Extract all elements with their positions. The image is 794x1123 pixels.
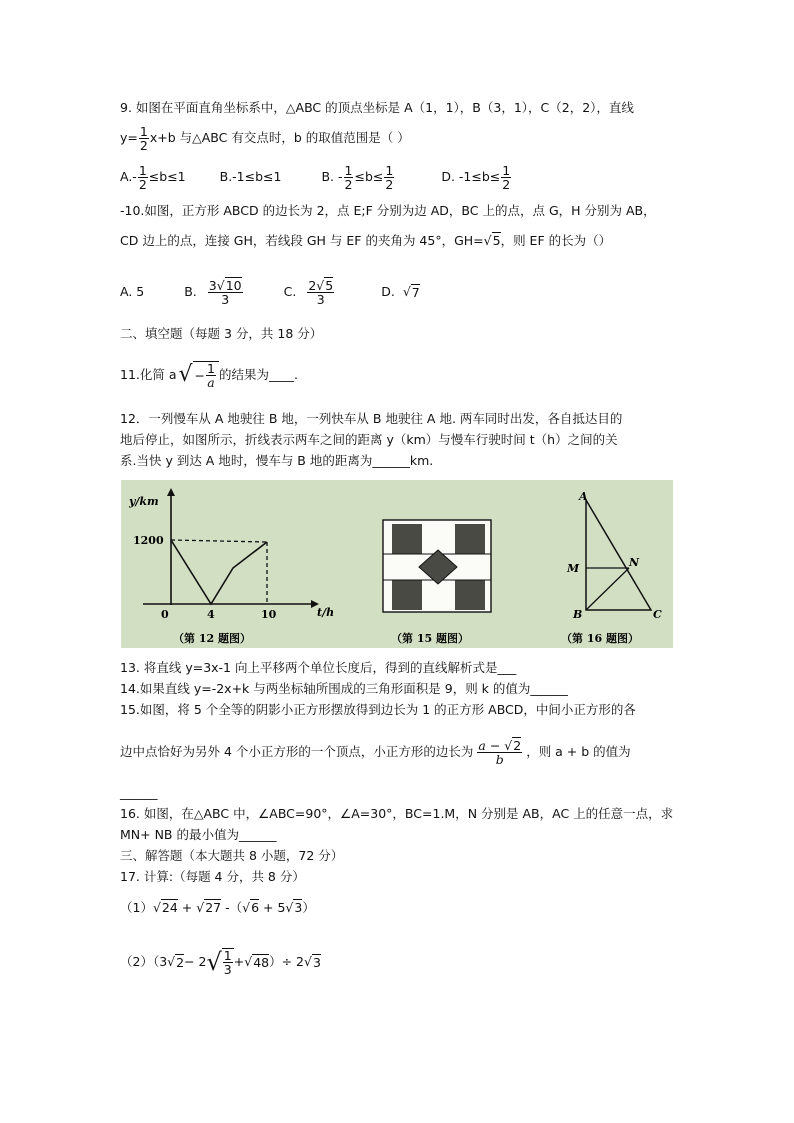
sqrt-symbol: √ (316, 277, 325, 293)
frac-num (477, 739, 522, 753)
q9-optC-mid: ≤b≤ (354, 169, 384, 184)
plus: + (177, 900, 197, 915)
q9-line2 (120, 122, 410, 154)
sqrt-symbol: √ (178, 362, 193, 387)
q17-p2-frac (223, 949, 233, 976)
frac-num: 1 (344, 162, 353, 178)
section-2-heading: 二、填空题（每题 3 分，共 18 分） (120, 326, 323, 341)
frac-den: 3 (221, 291, 230, 307)
frac-num (208, 279, 243, 293)
figures-panel (121, 480, 673, 648)
radicand: 24 (161, 900, 178, 915)
minus-paren: -（ (221, 900, 243, 915)
sqrt-symbol: √ (304, 954, 312, 969)
sqrt-symbol: √ (285, 900, 294, 915)
frac-num: 1 (139, 123, 148, 139)
fig12-graph (128, 488, 334, 645)
q17-title: 17. 计算:（每题 4 分，共 8 分） (120, 869, 305, 884)
q14: 14.如果直线 y=-2x+k 与两坐标轴所围成的三角形面积是 9，则 k 的值为______ (120, 681, 568, 696)
frac-num: 1 (385, 162, 394, 178)
radicand: 27 (205, 900, 222, 915)
sqrt-symbol: √ (244, 954, 253, 969)
fig15-caption: （第 15 题图） (391, 632, 469, 645)
minus-coef: − 2 (184, 954, 207, 969)
q13: 13. 将直线 y=3x-1 向上平移两个单位长度后，得到的直线解析式是___ (120, 660, 517, 675)
sqrt-symbol: √ (402, 284, 411, 299)
fig16-label-A: A (579, 490, 588, 503)
sqrt-symbol: √ (504, 737, 513, 753)
var-a: a (478, 737, 486, 753)
q9-y-eq: y= (120, 130, 138, 145)
sqrt-symbol: √ (483, 233, 492, 248)
q12-line1: 12．一列慢车从 A 地驶往 B 地，一列快车从 B 地驶往 A 地. 两车同时出发，各自抵达目的 (120, 411, 623, 426)
q10-options (120, 272, 420, 312)
frac-den: 3 (316, 291, 325, 307)
frac-den: 2 (138, 176, 147, 192)
frac-den: b (495, 751, 504, 767)
coef: 3 (208, 277, 217, 293)
frac-den: 3 (223, 962, 232, 977)
frac-den: a (207, 375, 215, 390)
q9-optA-text: ≤b≤1 (148, 169, 186, 184)
q15-line2-end: ，则 a + b 的值为 (526, 744, 631, 759)
frac-num (307, 279, 334, 293)
fig15-squares (383, 520, 491, 645)
fig16-label-B: B (573, 608, 583, 621)
q9-line1: 9. 如图在平面直角坐标系中，△ABC 的顶点坐标是 A（1，1），B（3，1），C（2，2），直线 (120, 100, 634, 115)
q9-optC-label: B. - (321, 169, 343, 184)
radicand: 3 (312, 954, 321, 970)
frac-den: 2 (502, 176, 511, 192)
q10-optD-label: D. (381, 284, 395, 299)
q17-p2-label: （2）（3 (120, 954, 168, 969)
q15-line2-text: 边中点恰好为另外 4 个小正方形的一个顶点，小正方形的边长为 (120, 744, 474, 759)
sqrt-symbol: √ (196, 900, 205, 915)
q10-rad: 5 (492, 233, 501, 248)
q10-line1: -10.如图，正方形 ABCD 的边长为 2，点 E;F 分别为边 AD，BC 上的点，点 G，H 分别为 AB， (120, 203, 656, 218)
fig16-triangle (561, 490, 662, 645)
q16-line2: MN+ NB 的最小值为______ (120, 827, 277, 842)
radicand: 2 (513, 737, 522, 753)
figures-svg (121, 480, 673, 648)
q10-optC-label: C. (283, 284, 297, 299)
q9-optD-frac (501, 164, 511, 191)
fig16-label-M: M (567, 562, 580, 575)
fig15-square-tl (392, 524, 422, 554)
q9-optA-frac (138, 164, 148, 191)
radicand: 6 (251, 900, 260, 915)
fig16-caption: （第 16 题图） (561, 632, 639, 645)
q10-optB-frac (208, 279, 243, 306)
q11-radicand (193, 361, 219, 389)
radicand: 5 (325, 277, 334, 293)
fig12-xlabel: t/h (317, 606, 335, 619)
q9-optA-label: A.- (120, 169, 137, 184)
plus: + (233, 954, 245, 969)
q9-line2-text: x+b 与△ABC 有交点时，b 的取值范围是（ ） (149, 130, 410, 145)
fig16-triangle-abc (586, 500, 651, 610)
frac-num: 1 (223, 948, 232, 963)
frac-num: 1 (502, 162, 511, 178)
frac-num: 1 (138, 162, 147, 178)
fig12-x4: 4 (207, 608, 215, 621)
q9-optC-frac1 (344, 164, 354, 191)
fig15-square-tr (455, 524, 485, 554)
q10-optC-frac (307, 279, 334, 306)
radicand: 3 (294, 900, 303, 915)
radicand: 10 (225, 277, 242, 293)
fig15-square-br (455, 580, 485, 610)
q17-p1-label: （1） (120, 900, 153, 915)
fig15-square-bl (392, 580, 422, 610)
q12-line2: 地后停止，如图所示，折线表示两车之间的距离 y（km）与慢车行驶时间 t（h）之间的关 (120, 432, 618, 447)
sqrt-symbol: √ (206, 948, 222, 976)
close-paren: ） (302, 900, 315, 915)
coef: 2 (308, 277, 317, 293)
q9-fraction (139, 125, 149, 152)
sqrt-symbol: √ (216, 277, 225, 293)
q10-line2-end: ，则 EF 的长为（） (500, 233, 612, 248)
q9-optB: B.-1≤b≤1 (219, 169, 282, 184)
fig12-caption: （第 12 题图） (173, 632, 251, 645)
q17-part2 (120, 942, 321, 982)
q15-line1: 15.如图，将 5 个全等的阴影小正方形摆放得到边长为 1 的正方形 ABCD，中间小正方形的各 (120, 702, 636, 717)
q10-optB-label: B. (184, 284, 197, 299)
minus: − (485, 737, 505, 753)
q12-line3: 系.当快 y 到达 A 地时，慢车与 B 地的距离为______km. (120, 453, 434, 468)
section-3-heading: 三、解答题（本大题共 8 小题，72 分） (120, 848, 344, 863)
radicand: 2 (176, 954, 185, 970)
q9-optC-frac2 (384, 164, 394, 191)
fig12-dashed-top (171, 540, 267, 542)
fig12-y-arrow (167, 488, 175, 496)
fig12-ylabel: y/km (129, 495, 159, 508)
q9-optD-label: D. -1≤b≤ (441, 169, 501, 184)
frac-den: 2 (139, 137, 148, 153)
q10-optA: A. 5 (120, 284, 145, 299)
q11-post: 的结果为____. (218, 367, 298, 382)
q15-frac (477, 739, 522, 766)
fig16-nb (586, 568, 629, 610)
q11-frac (206, 362, 216, 389)
q17-p2-frac-radicand (222, 948, 234, 976)
frac-num: 1 (207, 361, 215, 376)
q9-options (120, 160, 512, 194)
frac-den: 2 (385, 176, 394, 192)
q11 (120, 358, 298, 392)
fig12-polyline (171, 540, 267, 604)
q16-line1: 16. 如图，在△ABC 中，∠ABC=90°，∠A=30°，BC=1.M，N 分别是 AB，AC 上的任意一点，求 (120, 806, 674, 821)
plus-coef: + 5 (259, 900, 286, 915)
fig16-label-C: C (653, 608, 662, 621)
minus: − (194, 367, 206, 383)
q17-part1 (120, 900, 315, 916)
sqrt-symbol: √ (152, 900, 161, 915)
fig16-label-N: N (629, 556, 640, 569)
sqrt-symbol: √ (167, 954, 176, 969)
q10-optD-rad: 7 (411, 284, 420, 300)
fig12-x10: 10 (261, 608, 277, 621)
q15-blank: ______ (120, 785, 158, 800)
fig12-x0: 0 (161, 608, 169, 621)
divide-part: ）÷ 2 (269, 954, 304, 969)
radicand: 48 (253, 954, 270, 970)
q15-line2 (120, 730, 631, 774)
sqrt-symbol: √ (242, 900, 251, 915)
fig12-ytick: 1200 (133, 534, 164, 547)
q11-pre: 11.化简 a (120, 367, 177, 382)
frac-den: 2 (344, 176, 353, 192)
q10-line2 (120, 233, 611, 249)
q10-line2-text: CD 边上的点，连接 GH，若线段 GH 与 EF 的夹角为 45°，GH= (120, 233, 484, 248)
